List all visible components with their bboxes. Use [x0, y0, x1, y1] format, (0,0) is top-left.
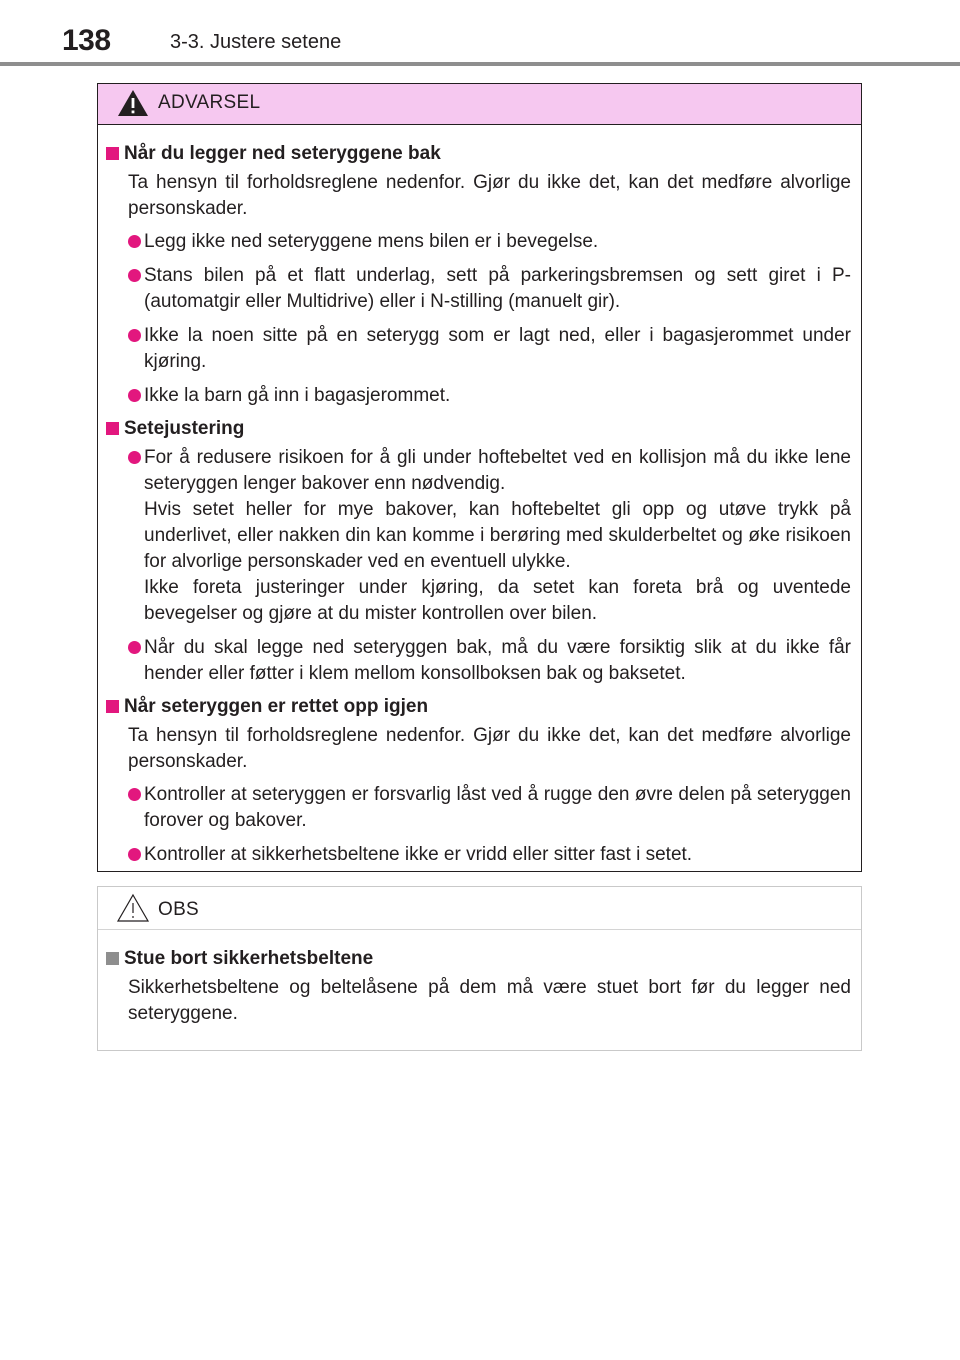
bullet-item [106, 635, 851, 687]
page-number: 138 [62, 24, 111, 57]
notice-header [98, 887, 861, 930]
square-bullet-icon [106, 700, 119, 713]
notice-box [97, 886, 862, 1051]
section-title: 3-3. Justere setene [170, 31, 342, 53]
warning-triangle-filled-icon [116, 88, 150, 118]
warning-header [98, 84, 861, 125]
notice-body [98, 930, 861, 1027]
subsection-heading-text: Setejustering [124, 418, 245, 439]
round-bullet-icon [128, 269, 141, 282]
subsection-heading-text: Når du legger ned seteryggene bak [124, 143, 441, 164]
warning-triangle-outline-icon [116, 893, 150, 923]
square-bullet-icon [106, 952, 119, 965]
warning-body [98, 125, 861, 868]
bullet-text: Legg ikke ned seteryggene mens bilen er i bevegelse. [144, 231, 599, 252]
notice-label: OBS [158, 899, 200, 920]
header-rule [0, 62, 960, 66]
subsection-heading [106, 417, 851, 441]
round-bullet-icon [128, 235, 141, 248]
bullet-item [106, 229, 851, 255]
subsection-heading [106, 947, 851, 971]
bullet-item [106, 782, 851, 834]
bullet-text: Kontroller at sikkerhetsbeltene ikke er vridd eller sitter fast i setet. [144, 844, 693, 865]
round-bullet-icon [128, 848, 141, 861]
bullet-item [106, 323, 851, 375]
subsection-heading-text: Stue bort sikkerhetsbeltene [124, 948, 374, 969]
round-bullet-icon [128, 329, 141, 342]
bullet-text: Ikke la barn gå inn i bagasjerommet. [144, 385, 451, 406]
page-header [0, 0, 960, 66]
bullet-text: Når du skal legge ned seteryggen bak, må du være forsiktig slik at du ikke får hender eller føtter i klem mellom konsollboksen bak og baksetet. [144, 637, 851, 684]
round-bullet-icon [128, 389, 141, 402]
square-bullet-icon [106, 147, 119, 160]
paragraph: Sikkerhetsbeltene og beltelåsene på dem må være stuet bort før du legger ned seteryggene. [128, 977, 851, 1024]
bullet-item [106, 263, 851, 315]
bullet-text: Ikke foreta justeringer under kjøring, da setet kan foreta brå og uventede bevegelser og gjøre at du mister kontrollen over bilen. [144, 577, 851, 624]
round-bullet-icon [128, 641, 141, 654]
warning-box [97, 83, 862, 872]
subsection-heading [106, 142, 851, 166]
round-bullet-icon [128, 788, 141, 801]
bullet-text: Stans bilen på et flatt underlag, sett på parkeringsbremsen og sett giret i P- (automatgir eller Multidrive) eller i N-stilling (manuelt gir). [144, 265, 851, 312]
bullet-text: Kontroller at seteryggen er forsvarlig låst ved å rugge den øvre delen på seteryggen forover og bakover. [144, 784, 851, 831]
bullet-item [106, 383, 851, 409]
square-bullet-icon [106, 422, 119, 435]
subsection-heading [106, 695, 851, 719]
bullet-item [106, 445, 851, 627]
subsection-heading-text: Når seteryggen er rettet opp igjen [124, 696, 429, 717]
paragraph: Ta hensyn til forholdsreglene nedenfor. Gjør du ikke det, kan det medføre alvorlige personskader. [128, 172, 851, 219]
bullet-text: Ikke la noen sitte på en seterygg som er lagt ned, eller i bagasjerommet under kjøring. [144, 325, 851, 372]
warning-label: ADVARSEL [158, 92, 261, 113]
bullet-text: For å redusere risikoen for å gli under hoftebeltet ved en kollisjon må du ikke lene seteryggen lenger bakover enn nødvendig. [144, 447, 851, 494]
paragraph: Ta hensyn til forholdsreglene nedenfor. Gjør du ikke det, kan det medføre alvorlige personskader. [128, 725, 851, 772]
bullet-text: Hvis setet heller for mye bakover, kan hoftebeltet gli opp og utøve trykk på underlivet, eller nakken din kan komme i berøring med skulderbeltet og øke risikoen for alvorlige personskader ved en eventuell ulykke. [144, 499, 851, 572]
bullet-item [106, 842, 851, 868]
round-bullet-icon [128, 451, 141, 464]
